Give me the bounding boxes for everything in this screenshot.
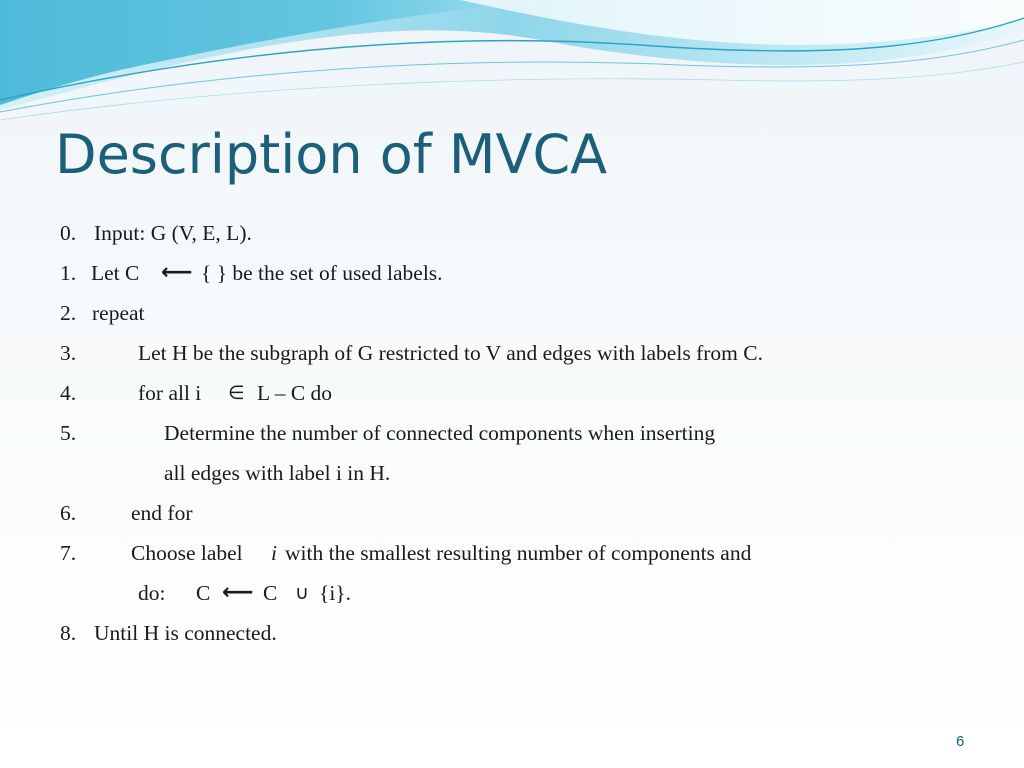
line-text: repeat — [92, 301, 145, 325]
line-text: Until H is connected. — [94, 621, 277, 645]
line-text: end for — [131, 501, 193, 525]
line-number: 1. — [60, 261, 77, 285]
page-title: Description of MVCA — [55, 123, 608, 186]
line-text: Input: G (V, E, L). — [94, 221, 252, 245]
line-number: 7. — [60, 541, 77, 565]
union-symbol: ∪ — [295, 582, 309, 604]
line-text: do: — [138, 581, 166, 605]
line-number: 0. — [60, 221, 77, 245]
line-number: 6. — [60, 501, 77, 525]
line-text: Let H be the subgraph of G restricted to V and edges with labels from C. — [138, 341, 763, 365]
line-number: 2. — [60, 301, 77, 325]
line-number: 8. — [60, 621, 77, 645]
line-text: C — [196, 581, 211, 605]
line-number: 5. — [60, 421, 77, 445]
line-text: C — [263, 581, 278, 605]
line-text: all edges with label i in H. — [164, 461, 391, 485]
line-text: with the smallest resulting number of components and — [285, 541, 752, 565]
left-arrow-symbol: ⟵ — [222, 580, 254, 605]
page-number: 6 — [956, 733, 965, 750]
left-arrow-symbol: ⟵ — [161, 260, 193, 285]
label-variable: i — [271, 541, 277, 565]
element-of-symbol: ∈ — [228, 382, 245, 404]
line-text: for all i — [138, 381, 202, 405]
line-text: {i}. — [319, 581, 351, 605]
line-text: { } be the set of used labels. — [201, 261, 443, 285]
line-number: 4. — [60, 381, 77, 405]
line-text: Choose label — [131, 541, 243, 565]
line-text: Determine the number of connected components when inserting — [164, 421, 716, 445]
line-text: Let C — [91, 261, 140, 285]
line-number: 3. — [60, 341, 77, 365]
line-text: L – C do — [257, 381, 333, 405]
